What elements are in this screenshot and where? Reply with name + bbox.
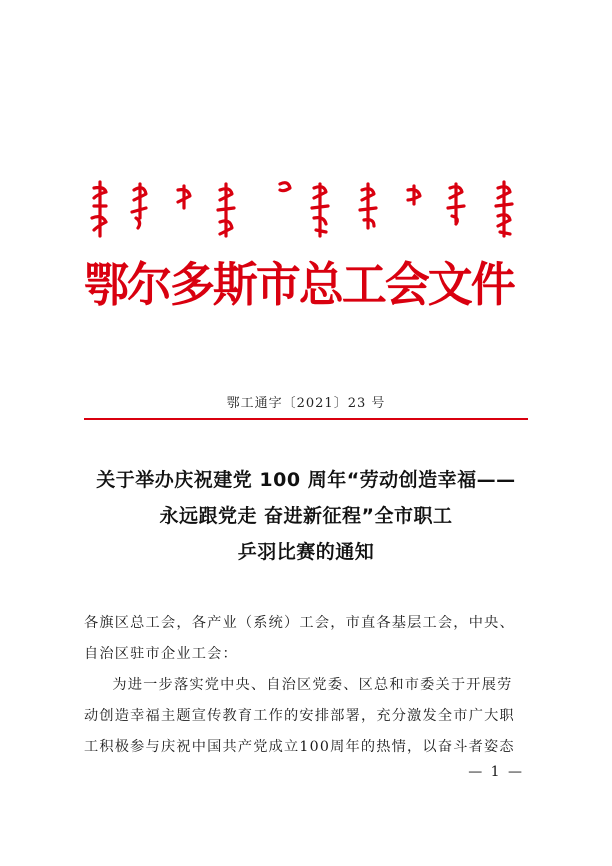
recipients-line-1: 各旗区总工会，各产业（系统）工会，市直各基层工会，中央、	[84, 615, 515, 631]
notice-body	[84, 608, 546, 763]
red-divider-line	[84, 418, 528, 420]
paragraph-1-line-1: 为进一步落实党中央、自治区党委、区总和市委关于开展劳	[112, 677, 513, 693]
notice-title-line-3: 乒羽比赛的通知	[237, 541, 375, 563]
document-header-title: 鄂尔多斯市总工会文件	[84, 258, 514, 313]
mongolian-script-header	[84, 178, 534, 240]
notice-title-line-1: 关于举办庆祝建党 100 周年“劳动创造幸福——	[96, 469, 516, 491]
page-number: — 1 —	[468, 764, 524, 780]
document-number: 鄂工通字〔2021〕23 号	[226, 396, 386, 411]
paragraph-1-line-3: 工积极参与庆祝中国共产党成立100周年的热情，以奋斗者姿态	[84, 739, 515, 755]
recipients-line-2: 自治区驻市企业工会：	[84, 646, 238, 662]
mongolian-script-glyphs	[84, 178, 534, 240]
notice-title	[70, 462, 542, 570]
notice-title-line-2: 永远跟党走 奋进新征程”全市职工	[159, 505, 453, 527]
paragraph-1-line-2: 动创造幸福主题宣传教育工作的安排部署，充分激发全市广大职	[84, 708, 515, 724]
